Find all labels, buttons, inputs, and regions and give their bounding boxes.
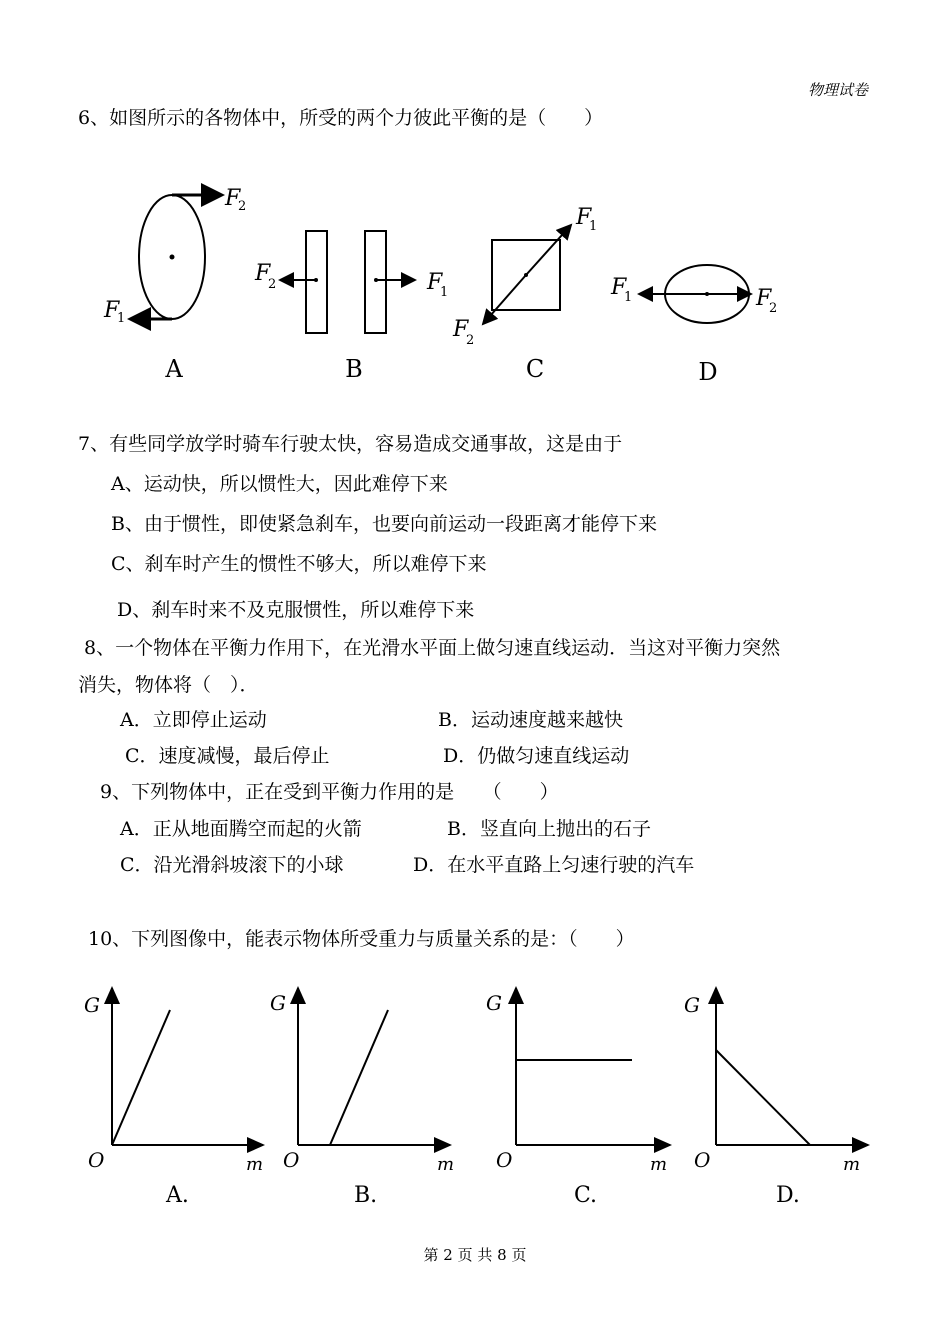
q6-label-b: B	[345, 355, 363, 383]
q10-a-x-label: m	[246, 1154, 264, 1175]
svg-text:F: F	[225, 186, 241, 211]
q10-graph-c	[486, 988, 670, 1208]
q10-b-label: B.	[354, 1183, 378, 1208]
q7-option-b: B、由于惯性，即使紧急刹车，也要向前运动一段距离才能停下来	[111, 513, 657, 535]
q8-option-b: B．运动速度越来越快	[438, 709, 623, 731]
q10-a-label: A.	[166, 1183, 189, 1208]
q10-a-y-label: G	[84, 993, 100, 1017]
q8-option-d: D．仍做匀速直线运动	[443, 745, 630, 767]
q10-graph-b	[270, 988, 454, 1208]
q10-c-label: C.	[574, 1183, 598, 1208]
q7-stem: 7、有些同学放学时骑车行驶太快，容易造成交通事故，这是由于	[78, 433, 623, 455]
q8-option-a: A．立即停止运动	[120, 709, 267, 731]
q7-option-a: A、运动快，所以惯性大，因此难停下来	[111, 473, 448, 495]
svg-text:1: 1	[589, 219, 598, 234]
q10-b-x-label: m	[437, 1154, 455, 1175]
svg-text:F: F	[611, 275, 627, 300]
q10-c-x-label: m	[650, 1154, 668, 1175]
svg-text:2: 2	[268, 277, 277, 292]
svg-text:2: 2	[769, 301, 778, 316]
q6-figure-a	[103, 186, 246, 383]
svg-text:F: F	[756, 286, 772, 311]
q8-stem-line1: 8、一个物体在平衡力作用下，在光滑水平面上做匀速直线运动．当这对平衡力突然	[84, 637, 781, 659]
q10-c-origin: O	[496, 1148, 513, 1172]
q7-option-c: C、刹车时产生的惯性不够大，所以难停下来	[111, 553, 487, 575]
q7-option-d: D、刹车时来不及克服惯性，所以难停下来	[117, 599, 475, 621]
q10-b-origin: O	[283, 1148, 300, 1172]
q9-option-c: C．沿光滑斜坡滚下的小球	[120, 854, 344, 876]
q10-d-label: D.	[776, 1183, 800, 1208]
q9-option-a: A．正从地面腾空而起的火箭	[120, 818, 362, 840]
q10-graph-d	[684, 988, 868, 1208]
q6-label-a: A	[165, 355, 183, 383]
q10-graph-a	[84, 988, 263, 1208]
svg-text:F: F	[576, 205, 592, 230]
q10-d-x-label: m	[843, 1154, 861, 1175]
svg-text:F: F	[104, 298, 120, 323]
q6-label-d: D	[698, 358, 718, 386]
q10-d-y-label: G	[684, 993, 700, 1017]
svg-text:1: 1	[624, 290, 633, 305]
q9-stem: 9、下列物体中，正在受到平衡力作用的是 （ ）	[100, 781, 559, 803]
q9-option-d: D．在水平直路上匀速行驶的汽车	[413, 854, 695, 876]
q8-option-c: C．速度减慢，最后停止	[125, 745, 330, 767]
svg-text:1: 1	[440, 285, 449, 300]
svg-text:2: 2	[238, 199, 247, 214]
svg-text:2: 2	[466, 333, 475, 348]
q6-figure-d	[610, 265, 777, 386]
q6-figure-b	[254, 231, 448, 383]
q10-stem: 10、下列图像中，能表示物体所受重力与质量关系的是：（ ）	[88, 928, 635, 950]
svg-text:F: F	[427, 270, 443, 295]
q10-d-origin: O	[694, 1148, 711, 1172]
page-footer: 第 2 页 共 8 页	[423, 1246, 527, 1264]
q10-c-y-label: G	[486, 991, 502, 1015]
q10-graphs	[80, 980, 880, 1220]
q10-a-origin: O	[88, 1148, 105, 1172]
q6-figure	[90, 170, 810, 395]
q6-label-c: C	[525, 355, 545, 383]
q6-stem: 6、如图所示的各物体中，所受的两个力彼此平衡的是（ ）	[78, 107, 604, 129]
header-subject: 物理试卷	[808, 81, 869, 99]
svg-text:F: F	[255, 261, 271, 286]
q10-b-y-label: G	[270, 991, 286, 1015]
q8-stem-line2: 消失，物体将（ ）．	[78, 674, 259, 696]
svg-text:1: 1	[117, 311, 126, 326]
svg-text:F: F	[453, 317, 469, 342]
q6-figure-c	[452, 205, 597, 383]
q9-option-b: B．竖直向上抛出的石子	[447, 818, 651, 840]
